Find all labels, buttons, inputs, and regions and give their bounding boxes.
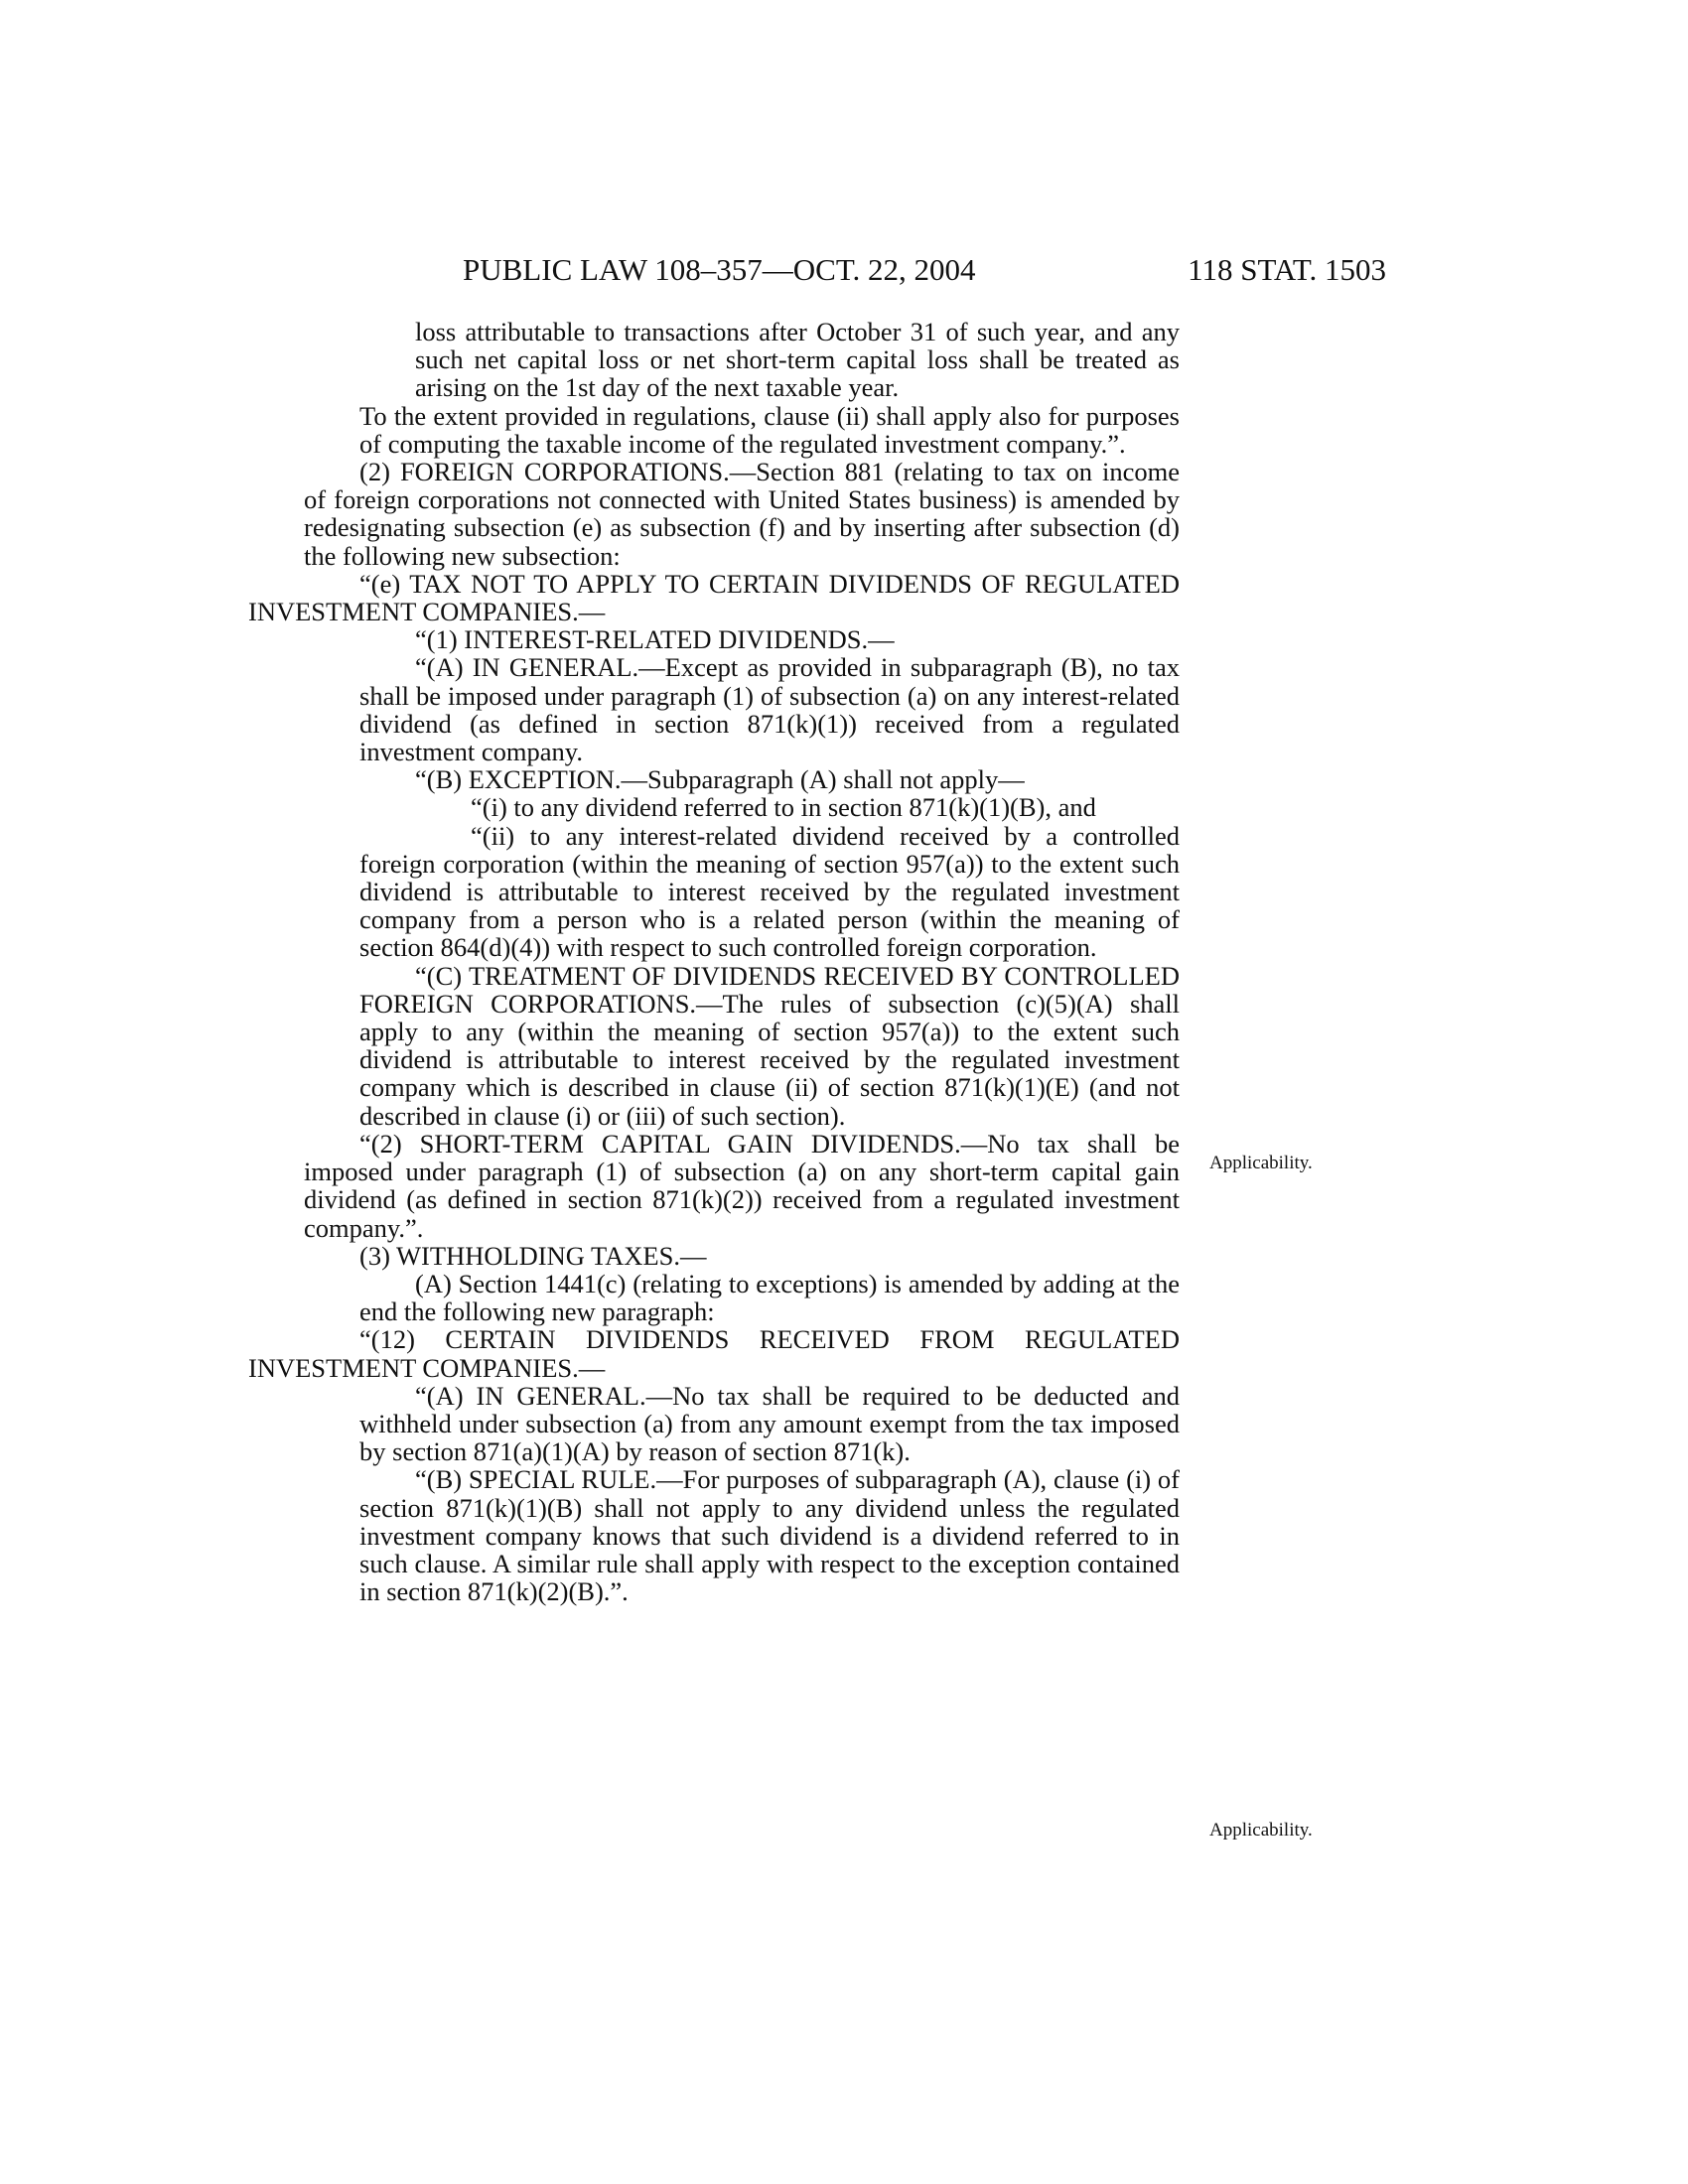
paragraph-regulations: To the extent provided in regulations, clause (ii) shall apply also for purposes of computing the taxable income of the regulated investment company.”. (359, 400, 1180, 459)
paragraph-foreign-corporations: (2) FOREIGN CORPORATIONS.—Section 881 (relating to tax on income of foreign corporations not connected with United States business) is amended by redesignating subsection (e) as subsection (f) and by inserting after subsection (d) the following new subsection: (304, 457, 1180, 571)
paragraph-in-general-12a: “(A) IN GENERAL.—No tax shall be required to be deducted and withheld under subsection (a) from any amount exempt from the tax imposed by section 871(a)(1)(A) by reason of section 871(k). (359, 1380, 1180, 1467)
paragraph-interest-related-dividends: “(1) INTEREST-RELATED DIVIDENDS.— (415, 624, 895, 655)
paragraph-treatment-c: “(C) TREATMENT OF DIVIDENDS RECEIVED BY CONTROLLED FOREIGN CORPORATIONS.—The rules of subsection (c)(5)(A) shall apply to any (within the meaning of section 957(a)) to the extent such dividend is attributable to interest received by the regulated investment company which is described in clause (ii) of section 871(k)(1)(E) (and not described in clause (i) or (iii) of such section). (359, 960, 1180, 1131)
paragraph-subsection-e-heading: “(e) TAX NOT TO APPLY TO CERTAIN DIVIDENDS OF REGULATED INVESTMENT COMPANIES.— (248, 568, 1180, 627)
paragraph-12-heading: “(12) CERTAIN DIVIDENDS RECEIVED FROM REGULATED INVESTMENT COMPANIES.— (248, 1324, 1180, 1383)
paragraph-exception-b: “(B) EXCEPTION.—Subparagraph (A) shall not apply— (415, 764, 1025, 795)
paragraph-withholding-taxes: (3) WITHHOLDING TAXES.— (359, 1240, 707, 1271)
margin-note-applicability-2: Applicability. (1209, 1820, 1313, 1841)
header-stat-number: 118 STAT. 1503 (1188, 252, 1386, 287)
header-public-law: PUBLIC LAW 108–357—OCT. 22, 2004 (463, 252, 976, 287)
paragraph-section-1441c: (A) Section 1441(c) (relating to exceptions) is amended by adding at the end the following new paragraph: (359, 1268, 1180, 1327)
paragraph-short-term-capital-gain: “(2) SHORT-TERM CAPITAL GAIN DIVIDENDS.—No tax shall be imposed under paragraph (1) of subsection (a) on any short-term capital gain dividend (as defined in section 871(k)(2)) received from a regulated investment company.”. (304, 1128, 1180, 1243)
paragraph-clause-ii: “(ii) to any interest-related dividend received by a controlled foreign corporation (within the meaning of section 957(a)) to the extent such dividend is attributable to interest received by the regulated investment company from a person who is a related person (within the meaning of section 864(d)(4)) with respect to such controlled foreign corporation. (359, 820, 1180, 963)
page-header (463, 250, 1386, 290)
margin-note-applicability-1: Applicability. (1209, 1153, 1313, 1173)
paragraph-special-rule-12b: “(B) SPECIAL RULE.—For purposes of subparagraph (A), clause (i) of section 871(k)(1)(B) shall not apply to any dividend unless the regulated investment company knows that such dividend is a dividend referred to in such clause. A similar rule shall apply with respect to the exception contained in section 871(k)(2)(B).”. (359, 1464, 1180, 1607)
paragraph-in-general-a: “(A) IN GENERAL.—Except as provided in subparagraph (B), no tax shall be imposed under paragraph (1) of subsection (a) on any interest-related dividend (as defined in section 871(k)(1)) received from a regulated investment company. (359, 652, 1180, 767)
paragraph-clause-i: “(i) to any dividend referred to in section 871(k)(1)(B), and (471, 792, 1096, 823)
paragraph-continued-clause: loss attributable to transactions after October 31 of such year, and any such net capital loss or net short-term capital loss shall be treated as arising on the 1st day of the next taxable year. (415, 317, 1180, 403)
statute-body (248, 317, 1180, 1607)
